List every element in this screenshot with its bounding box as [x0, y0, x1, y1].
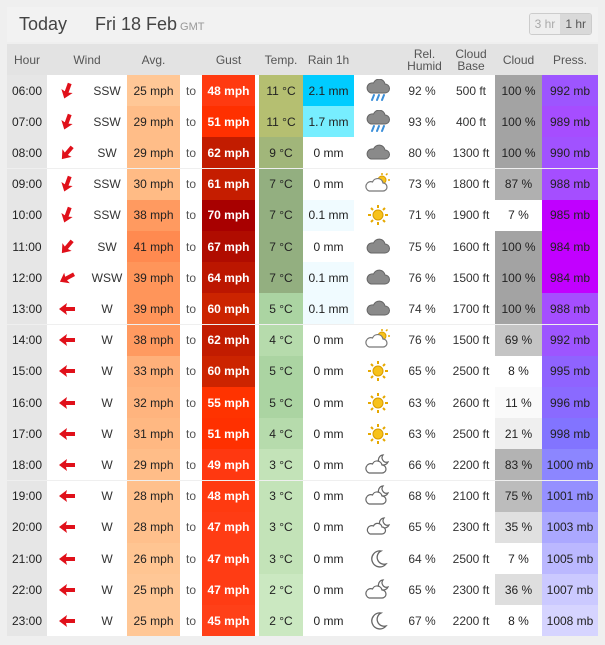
to-label: to: [185, 145, 196, 160]
wind-direction-cell: WSW: [91, 270, 123, 285]
humidity-cell: 80 %: [408, 145, 436, 160]
wind-direction-cell: W: [101, 457, 113, 472]
temperature-cell: 7 °C: [259, 200, 303, 231]
date-label: [95, 14, 204, 35]
rain-cell: 0 mm: [303, 137, 354, 168]
hour-cell: 14:00: [7, 325, 47, 356]
wind-avg-cell: 38 mph: [127, 200, 180, 231]
column-cloud-base: [447, 44, 495, 75]
today-label: Today: [19, 14, 68, 34]
cloud-cover-cell: 100 %: [495, 231, 542, 262]
wind-direction-cell: W: [101, 551, 113, 566]
pressure-cell: 1008 mb: [542, 605, 598, 636]
cloud-cover-cell: 7 %: [495, 543, 542, 574]
gust-cell: 70 mph: [202, 200, 255, 231]
pressure-cell: 988 mb: [542, 169, 598, 200]
rain-cell: 0 mm: [303, 231, 354, 262]
humidity-cell: 67 %: [408, 613, 436, 628]
wind-direction-cell: W: [101, 489, 113, 504]
table-row: [7, 200, 598, 231]
humidity-cell: 65 %: [408, 364, 436, 379]
humidity-cell: 74 %: [408, 301, 436, 316]
pressure-cell: 988 mb: [542, 293, 598, 324]
sun-cloud-icon: [354, 325, 402, 356]
to-label: to: [185, 177, 196, 192]
cloud-base-cell: 2500 ft: [452, 426, 490, 441]
cloud-cover-cell: 100 %: [495, 262, 542, 293]
temperature-cell: 9 °C: [259, 137, 303, 168]
cloud-base-cell: 1900 ft: [452, 208, 490, 223]
table-row: [7, 169, 598, 200]
column-wind: Wind: [73, 52, 101, 67]
rain-cell: 0 mm: [303, 605, 354, 636]
column-temp: Temp.: [264, 52, 298, 67]
gust-cell: 48 mph: [202, 75, 255, 106]
wind-direction-cell: W: [101, 364, 113, 379]
gust-cell: 51 mph: [202, 106, 255, 137]
cloud-cover-cell: 8 %: [495, 356, 542, 387]
cloud-cover-cell: 100 %: [495, 293, 542, 324]
table-row: [7, 574, 598, 605]
gust-cell: 47 mph: [202, 574, 255, 605]
pressure-cell: 1003 mb: [542, 512, 598, 543]
moon-cloud-icon: [354, 449, 402, 480]
gust-cell: 64 mph: [202, 262, 255, 293]
rain-cell: 0 mm: [303, 387, 354, 418]
wind-avg-cell: 32 mph: [127, 387, 180, 418]
column-humidity-line2: Humid: [407, 58, 442, 73]
humidity-cell: 63 %: [408, 426, 436, 441]
wind-avg-cell: 28 mph: [127, 481, 180, 512]
gust-cell: 47 mph: [202, 543, 255, 574]
cloud-base-cell: 2300 ft: [452, 582, 490, 597]
temperature-cell: 5 °C: [259, 387, 303, 418]
cloud-base-cell: 2200 ft: [452, 613, 490, 628]
gust-cell: 48 mph: [202, 481, 255, 512]
column-cloud-base-line1: Cloud: [455, 46, 487, 61]
hour-cell: 15:00: [7, 356, 47, 387]
table-row: [7, 481, 598, 512]
to-label: to: [185, 582, 196, 597]
moon-icon: [354, 543, 402, 574]
hour-cell: 06:00: [7, 75, 47, 106]
to-label: to: [185, 551, 196, 566]
wind-direction-arrow-icon: [47, 512, 87, 543]
cloud-cover-cell: 100 %: [495, 137, 542, 168]
wind-direction-cell: W: [101, 613, 113, 628]
cloud-icon: [354, 231, 402, 262]
wind-direction-cell: W: [101, 582, 113, 597]
hour-cell: 08:00: [7, 137, 47, 168]
wind-direction-cell: W: [101, 333, 113, 348]
column-cloud-base-line2: Base: [457, 58, 485, 73]
cloud-base-cell: 1500 ft: [452, 270, 490, 285]
temperature-cell: 5 °C: [259, 356, 303, 387]
pressure-cell: 995 mb: [542, 356, 598, 387]
humidity-cell: 76 %: [408, 333, 436, 348]
to-label: to: [185, 520, 196, 535]
cloud-cover-cell: 75 %: [495, 481, 542, 512]
wind-avg-cell: 41 mph: [127, 231, 180, 262]
rain-cloud-icon: [354, 106, 402, 137]
table-row: [7, 449, 598, 480]
wind-avg-cell: 31 mph: [127, 418, 180, 449]
cloud-cover-cell: 69 %: [495, 325, 542, 356]
pressure-cell: 985 mb: [542, 200, 598, 231]
wind-avg-cell: 39 mph: [127, 262, 180, 293]
table-row: [7, 356, 598, 387]
pressure-cell: 990 mb: [542, 137, 598, 168]
pressure-cell: 1005 mb: [542, 543, 598, 574]
sun-icon: [354, 418, 402, 449]
cloud-cover-cell: 7 %: [495, 200, 542, 231]
wind-direction-arrow-icon: [47, 106, 87, 137]
hour-cell: 22:00: [7, 574, 47, 605]
cloud-icon: [354, 137, 402, 168]
cloud-icon: [354, 293, 402, 324]
humidity-cell: 93 %: [408, 114, 436, 129]
hour-cell: 18:00: [7, 449, 47, 480]
toggle-3hr-button[interactable]: 3 hr: [530, 14, 561, 34]
wind-avg-cell: 26 mph: [127, 543, 180, 574]
temperature-cell: 4 °C: [259, 418, 303, 449]
wind-direction-cell: W: [101, 395, 113, 410]
humidity-cell: 76 %: [408, 270, 436, 285]
wind-direction-cell: W: [101, 426, 113, 441]
hour-cell: 13:00: [7, 293, 47, 324]
pressure-cell: 1000 mb: [542, 449, 598, 480]
moon-cloud-icon: [354, 512, 402, 543]
wind-avg-cell: 25 mph: [127, 605, 180, 636]
gust-cell: 45 mph: [202, 605, 255, 636]
rain-cloud-icon: [354, 75, 402, 106]
gust-cell: 62 mph: [202, 137, 255, 168]
column-hour: Hour: [13, 52, 40, 67]
wind-direction-arrow-icon: [47, 293, 87, 324]
wind-direction-arrow-icon: [47, 418, 87, 449]
wind-direction-arrow-icon: [47, 262, 87, 293]
temperature-cell: 11 °C: [259, 75, 303, 106]
hour-cell: 09:00: [7, 169, 47, 200]
gust-cell: 62 mph: [202, 325, 255, 356]
cloud-base-cell: 2500 ft: [452, 551, 490, 566]
humidity-cell: 63 %: [408, 395, 436, 410]
wind-avg-cell: 38 mph: [127, 325, 180, 356]
column-pressure: Press.: [552, 52, 587, 67]
humidity-cell: 92 %: [408, 83, 436, 98]
wind-direction-arrow-icon: [47, 169, 87, 200]
to-label: to: [185, 395, 196, 410]
rain-cell: 0.1 mm: [303, 262, 354, 293]
humidity-cell: 65 %: [408, 582, 436, 597]
cloud-base-cell: 1700 ft: [452, 301, 490, 316]
gust-cell: 67 mph: [202, 231, 255, 262]
wind-direction-cell: W: [101, 520, 113, 535]
column-avg: Avg.: [141, 52, 166, 67]
wind-direction-cell: SW: [97, 145, 117, 160]
column-humidity-line1: Rel.: [413, 46, 436, 61]
timezone-label: GMT: [180, 21, 205, 33]
table-row: [7, 137, 598, 168]
moon-cloud-icon: [354, 481, 402, 512]
interval-toggle[interactable]: [529, 13, 592, 35]
rain-cell: 2.1 mm: [303, 75, 354, 106]
temperature-cell: 7 °C: [259, 169, 303, 200]
cloud-base-cell: 2600 ft: [452, 395, 490, 410]
temperature-cell: 5 °C: [259, 293, 303, 324]
humidity-cell: 66 %: [408, 457, 436, 472]
hour-cell: 21:00: [7, 543, 47, 574]
wind-direction-arrow-icon: [47, 543, 87, 574]
wind-avg-cell: 39 mph: [127, 293, 180, 324]
wind-avg-cell: 29 mph: [127, 449, 180, 480]
cloud-base-cell: 2200 ft: [452, 457, 490, 472]
wind-direction-arrow-icon: [47, 449, 87, 480]
wind-avg-cell: 25 mph: [127, 75, 180, 106]
cloud-icon: [354, 262, 402, 293]
pressure-cell: 998 mb: [542, 418, 598, 449]
temperature-cell: 7 °C: [259, 262, 303, 293]
cloud-cover-cell: 100 %: [495, 75, 542, 106]
cloud-base-cell: 1300 ft: [452, 145, 490, 160]
to-label: to: [185, 208, 196, 223]
wind-direction-cell: W: [101, 301, 113, 316]
wind-avg-cell: 29 mph: [127, 137, 180, 168]
table-row: [7, 75, 598, 106]
to-label: to: [185, 613, 196, 628]
temperature-cell: 2 °C: [259, 605, 303, 636]
cloud-base-cell: 400 ft: [455, 114, 487, 129]
to-label: to: [185, 83, 196, 98]
pressure-cell: 1001 mb: [542, 481, 598, 512]
humidity-cell: 71 %: [408, 208, 436, 223]
rain-cell: 1.7 mm: [303, 106, 354, 137]
column-cloud: Cloud: [502, 52, 535, 67]
wind-avg-cell: 28 mph: [127, 512, 180, 543]
humidity-cell: 68 %: [408, 489, 436, 504]
table-header: [7, 44, 598, 75]
hour-cell: 10:00: [7, 200, 47, 231]
sun-icon: [354, 200, 402, 231]
gust-cell: 55 mph: [202, 387, 255, 418]
wind-direction-cell: SSW: [93, 208, 121, 223]
cloud-cover-cell: 36 %: [495, 574, 542, 605]
to-label: to: [185, 239, 196, 254]
hour-cell: 11:00: [7, 231, 47, 262]
table-row: [7, 325, 598, 356]
date-text: Fri 18 Feb: [95, 14, 178, 34]
humidity-cell: 75 %: [408, 239, 436, 254]
sun-cloud-icon: [354, 169, 402, 200]
cloud-base-cell: 500 ft: [455, 83, 487, 98]
to-label: to: [185, 457, 196, 472]
hour-cell: 19:00: [7, 481, 47, 512]
pressure-cell: 989 mb: [542, 106, 598, 137]
temperature-cell: 2 °C: [259, 574, 303, 605]
humidity-cell: 64 %: [408, 551, 436, 566]
temperature-cell: 3 °C: [259, 543, 303, 574]
table-row: [7, 262, 598, 293]
wind-direction-cell: SSW: [93, 177, 121, 192]
rain-cell: 0 mm: [303, 356, 354, 387]
gust-cell: 60 mph: [202, 356, 255, 387]
cloud-cover-cell: 100 %: [495, 106, 542, 137]
column-humidity: [402, 44, 447, 75]
pressure-cell: 1007 mb: [542, 574, 598, 605]
rain-cell: 0 mm: [303, 543, 354, 574]
cloud-base-cell: 1500 ft: [452, 333, 490, 348]
rain-cell: 0 mm: [303, 574, 354, 605]
rain-cell: 0.1 mm: [303, 293, 354, 324]
table-row: [7, 106, 598, 137]
cloud-cover-cell: 8 %: [495, 605, 542, 636]
cloud-base-cell: 1600 ft: [452, 239, 490, 254]
to-label: to: [185, 333, 196, 348]
gust-cell: 60 mph: [202, 293, 255, 324]
cloud-base-cell: 2100 ft: [452, 489, 490, 504]
wind-direction-arrow-icon: [47, 387, 87, 418]
cloud-cover-cell: 35 %: [495, 512, 542, 543]
forecast-header-bar: [7, 7, 598, 42]
moon-icon: [354, 605, 402, 636]
table-row: [7, 231, 598, 262]
pressure-cell: 984 mb: [542, 262, 598, 293]
rain-cell: 0 mm: [303, 449, 354, 480]
hour-cell: 07:00: [7, 106, 47, 137]
wind-direction-arrow-icon: [47, 200, 87, 231]
to-label: to: [185, 301, 196, 316]
humidity-cell: 65 %: [408, 520, 436, 535]
cloud-cover-cell: 87 %: [495, 169, 542, 200]
wind-direction-arrow-icon: [47, 75, 87, 106]
rain-cell: 0 mm: [303, 481, 354, 512]
rain-cell: 0.1 mm: [303, 200, 354, 231]
to-label: to: [185, 270, 196, 285]
cloud-cover-cell: 11 %: [495, 387, 542, 418]
to-label: to: [185, 489, 196, 504]
sun-icon: [354, 387, 402, 418]
cloud-base-cell: 2300 ft: [452, 520, 490, 535]
wind-direction-arrow-icon: [47, 605, 87, 636]
temperature-cell: 3 °C: [259, 449, 303, 480]
to-label: to: [185, 364, 196, 379]
pressure-cell: 992 mb: [542, 75, 598, 106]
wind-direction-cell: SW: [97, 239, 117, 254]
wind-direction-arrow-icon: [47, 356, 87, 387]
gust-cell: 61 mph: [202, 169, 255, 200]
temperature-cell: 11 °C: [259, 106, 303, 137]
cloud-base-cell: 2500 ft: [452, 364, 490, 379]
to-label: to: [185, 114, 196, 129]
wind-avg-cell: 25 mph: [127, 574, 180, 605]
toggle-1hr-button[interactable]: 1 hr: [560, 14, 591, 34]
temperature-cell: 3 °C: [259, 481, 303, 512]
temperature-cell: 3 °C: [259, 512, 303, 543]
wind-direction-arrow-icon: [47, 481, 87, 512]
wind-direction-arrow-icon: [47, 574, 87, 605]
cloud-cover-cell: 83 %: [495, 449, 542, 480]
table-row: [7, 293, 598, 324]
pressure-cell: 992 mb: [542, 325, 598, 356]
rain-cell: 0 mm: [303, 325, 354, 356]
hour-cell: 17:00: [7, 418, 47, 449]
wind-direction-cell: SSW: [93, 114, 121, 129]
pressure-cell: 996 mb: [542, 387, 598, 418]
column-gust: Gust: [215, 52, 242, 67]
humidity-cell: 73 %: [408, 177, 436, 192]
rain-cell: 0 mm: [303, 418, 354, 449]
rain-cell: 0 mm: [303, 512, 354, 543]
hour-cell: 23:00: [7, 605, 47, 636]
column-rain: Rain 1h: [307, 52, 350, 67]
moon-cloud-icon: [354, 574, 402, 605]
gust-cell: 51 mph: [202, 418, 255, 449]
gust-cell: 47 mph: [202, 512, 255, 543]
wind-direction-arrow-icon: [47, 137, 87, 168]
wind-avg-cell: 29 mph: [127, 106, 180, 137]
hour-cell: 16:00: [7, 387, 47, 418]
wind-direction-arrow-icon: [47, 231, 87, 262]
to-label: to: [185, 426, 196, 441]
pressure-cell: 984 mb: [542, 231, 598, 262]
wind-avg-cell: 33 mph: [127, 356, 180, 387]
cloud-cover-cell: 21 %: [495, 418, 542, 449]
table-row: [7, 605, 598, 636]
cloud-base-cell: 1800 ft: [452, 177, 490, 192]
wind-avg-cell: 30 mph: [127, 169, 180, 200]
temperature-cell: 4 °C: [259, 325, 303, 356]
sun-icon: [354, 356, 402, 387]
hour-cell: 20:00: [7, 512, 47, 543]
wind-direction-arrow-icon: [47, 325, 87, 356]
gust-cell: 49 mph: [202, 449, 255, 480]
table-row: [7, 543, 598, 574]
table-row: [7, 418, 598, 449]
hour-cell: 12:00: [7, 262, 47, 293]
rain-cell: 0 mm: [303, 169, 354, 200]
temperature-cell: 7 °C: [259, 231, 303, 262]
wind-direction-cell: SSW: [93, 83, 121, 98]
table-row: [7, 512, 598, 543]
table-row: [7, 387, 598, 418]
